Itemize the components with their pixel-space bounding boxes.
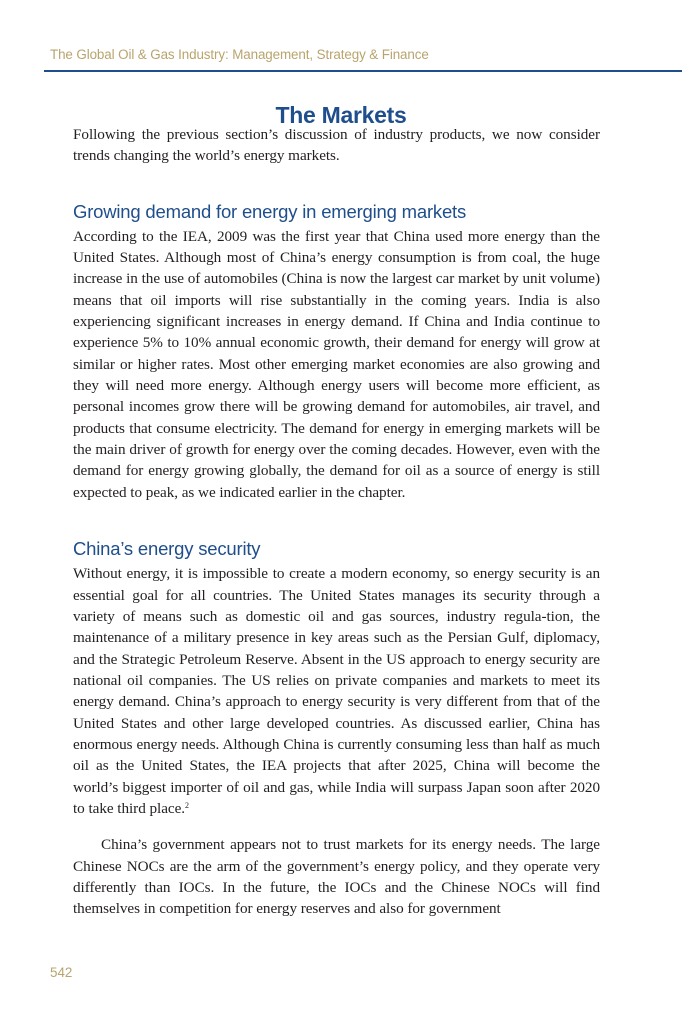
footnote-marker: 2 — [185, 800, 189, 810]
intro-paragraph: Following the previous section’s discussion of industry products, we now consider trends changing the world’s energy markets. — [73, 126, 600, 165]
section-title: The Markets — [275, 102, 407, 129]
running-header: The Global Oil & Gas Industry: Management, Strategy & Finance — [50, 47, 429, 62]
emerging-markets-paragraph: According to the IEA, 2009 was the first year that China used more energy than the United States. Although most of China’s energy consumption is from coal, the huge increase in the use of automobiles (China is now the largest car market by unit volume) means that oil imports will rise substantially in the coming years. India is also experiencing significant increases in energy demand. If China and India continue to experience 5% to 10% annual economic growth, their demand for energy will grow at similar or higher rates. Most other emerging market economies are also growing and they will need more energy. Although energy users will become more efficient, as personal incomes grow there will be growing demand for automobiles, air travel, and products that consume electricity. The demand for energy in emerging markets will be the main driver of growth for energy over the coming decades. However, even with the demand for energy growing globally, the demand for oil as a source of energy is still expected to peak, as we indicated earlier in the chapter. — [73, 227, 600, 501]
china-security-paragraph-1 — [73, 563, 600, 819]
china-security-paragraph-1-text: Without energy, it is impossible to create a modern economy, so energy security is an essential goal for all countries. The United States manages its security through a variety of means such as domestic oil and gas sources, industry regula-tion, the maintenance of a military presence in key areas such as the Persian Gulf, diplomacy, and the Strategic Petroleum Reserve. Absent in the US approach to energy security are national oil companies. The US relies on private companies and markets to meet its energy demand. China’s approach to energy security is very different from that of the United States and other large developed countries. As discussed earlier, China has enormous energy needs. Although China is currently consuming less than half as much oil as the United States, the IEA projects that after 2025, China will become the world’s biggest importer of oil and gas, while India will surpass Japan soon after 2020 to take third place. — [73, 565, 600, 817]
subsection-heading-china-energy-security: China’s energy security — [73, 538, 261, 560]
page-number: 542 — [50, 965, 73, 980]
header-rule — [44, 70, 682, 72]
china-security-paragraph-2: China’s government appears not to trust markets for its energy needs. The large Chinese NOCs are the arm of the government’s energy policy, and they operate very differently than IOCs. In the future, the IOCs and the Chinese NOCs will find themselves in competition for energy reserves and also for government — [73, 836, 600, 918]
subsection-heading-emerging-markets: Growing demand for energy in emerging markets — [73, 200, 467, 222]
page-body — [73, 124, 600, 920]
